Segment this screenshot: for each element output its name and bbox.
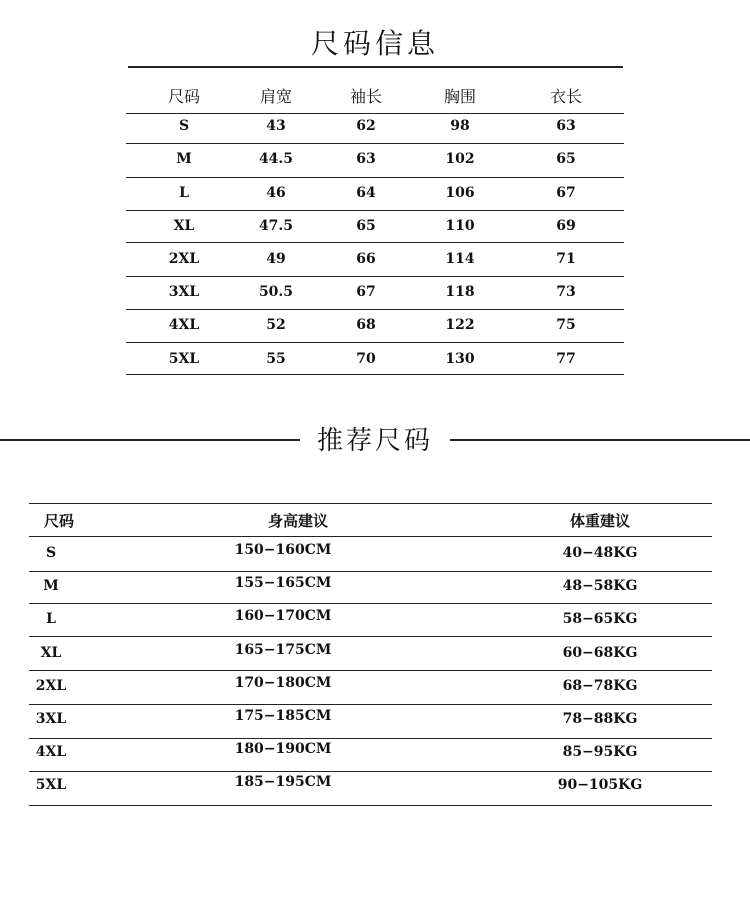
weight-range: 40−48KG <box>562 545 638 561</box>
section-divider-left <box>0 439 302 441</box>
column-header: 胸围 <box>443 87 476 106</box>
table-rule <box>128 66 623 68</box>
column-header: 肩宽 <box>259 87 292 106</box>
size-label: 4XL <box>168 317 200 333</box>
height-range: 170−180CM <box>234 675 332 691</box>
section-divider-right <box>449 439 750 441</box>
measure-value: 52 <box>266 317 286 333</box>
table-rule <box>29 771 712 772</box>
recommend-title: 推荐尺码 <box>300 420 450 457</box>
measure-value: 114 <box>445 251 475 267</box>
size-label: 4XL <box>35 744 67 760</box>
measure-value: 64 <box>356 185 376 201</box>
measure-value: 63 <box>356 151 376 167</box>
height-range: 155−165CM <box>234 575 332 591</box>
measure-value: 55 <box>266 351 286 367</box>
size-label: M <box>176 151 192 167</box>
height-range: 160−170CM <box>234 608 332 624</box>
measure-value: 67 <box>356 284 376 300</box>
table-rule <box>29 503 712 504</box>
size-label: M <box>43 578 59 594</box>
size-label: 5XL <box>35 777 67 793</box>
weight-range: 48−58KG <box>562 578 638 594</box>
column-header: 体重建议 <box>569 512 630 530</box>
measure-value: 63 <box>556 118 576 134</box>
table-rule <box>29 536 712 537</box>
weight-range: 90−105KG <box>557 777 643 793</box>
weight-range: 68−78KG <box>562 678 638 694</box>
table-rule <box>126 177 624 178</box>
table-rule <box>126 210 624 211</box>
height-range: 180−190CM <box>234 741 332 757</box>
measure-value: 130 <box>445 351 475 367</box>
measure-value: 49 <box>266 251 286 267</box>
measure-value: 118 <box>445 284 475 300</box>
size-label: L <box>46 611 56 627</box>
table-rule <box>29 636 712 637</box>
size-label: S <box>45 545 57 561</box>
measure-value: 69 <box>556 218 576 234</box>
column-header: 衣长 <box>549 87 582 106</box>
height-range: 185−195CM <box>234 774 332 790</box>
weight-range: 85−95KG <box>562 744 638 760</box>
size-info-title: 尺码信息 <box>310 27 439 60</box>
measure-value: 44.5 <box>258 151 294 167</box>
measure-value: 73 <box>556 284 576 300</box>
size-label: XL <box>173 218 195 234</box>
size-label: XL <box>40 645 62 661</box>
table-rule <box>29 603 712 604</box>
column-header: 尺码 <box>167 87 200 106</box>
measure-value: 65 <box>556 151 576 167</box>
weight-range: 78−88KG <box>562 711 638 727</box>
table-rule <box>126 143 624 144</box>
size-label: 3XL <box>35 711 67 727</box>
measure-value: 75 <box>556 317 576 333</box>
weight-range: 60−68KG <box>562 645 638 661</box>
measure-value: 77 <box>556 351 576 367</box>
size-label: S <box>178 118 190 134</box>
measure-value: 71 <box>556 251 576 267</box>
table-rule <box>29 738 712 739</box>
table-rule <box>126 374 624 375</box>
table-rule <box>29 704 712 705</box>
measure-value: 50.5 <box>258 284 294 300</box>
height-range: 175−185CM <box>234 708 332 724</box>
size-label: 3XL <box>168 284 200 300</box>
table-rule <box>29 670 712 671</box>
table-rule <box>126 242 624 243</box>
table-rule <box>29 571 712 572</box>
height-range: 150−160CM <box>234 542 332 558</box>
measure-value: 65 <box>356 218 376 234</box>
measure-value: 46 <box>266 185 286 201</box>
table-rule <box>126 276 624 277</box>
column-header: 尺码 <box>44 512 75 530</box>
measure-value: 43 <box>266 118 286 134</box>
measure-value: 106 <box>445 185 475 201</box>
measure-value: 102 <box>445 151 475 167</box>
table-rule <box>126 309 624 310</box>
table-rule <box>29 805 712 806</box>
size-label: 2XL <box>35 678 67 694</box>
measure-value: 62 <box>356 118 376 134</box>
measure-value: 67 <box>556 185 576 201</box>
table-rule <box>126 342 624 343</box>
measure-value: 122 <box>445 317 475 333</box>
measure-value: 47.5 <box>258 218 294 234</box>
column-header: 身高建议 <box>267 512 328 530</box>
table-rule <box>126 113 624 114</box>
measure-value: 66 <box>356 251 376 267</box>
measure-value: 98 <box>450 118 470 134</box>
measure-value: 110 <box>445 218 475 234</box>
weight-range: 58−65KG <box>562 611 638 627</box>
measure-value: 68 <box>356 317 376 333</box>
size-label: 5XL <box>168 351 200 367</box>
size-label: 2XL <box>168 251 200 267</box>
height-range: 165−175CM <box>234 642 332 658</box>
size-label: L <box>179 185 189 201</box>
column-header: 袖长 <box>349 87 382 106</box>
measure-value: 70 <box>356 351 376 367</box>
